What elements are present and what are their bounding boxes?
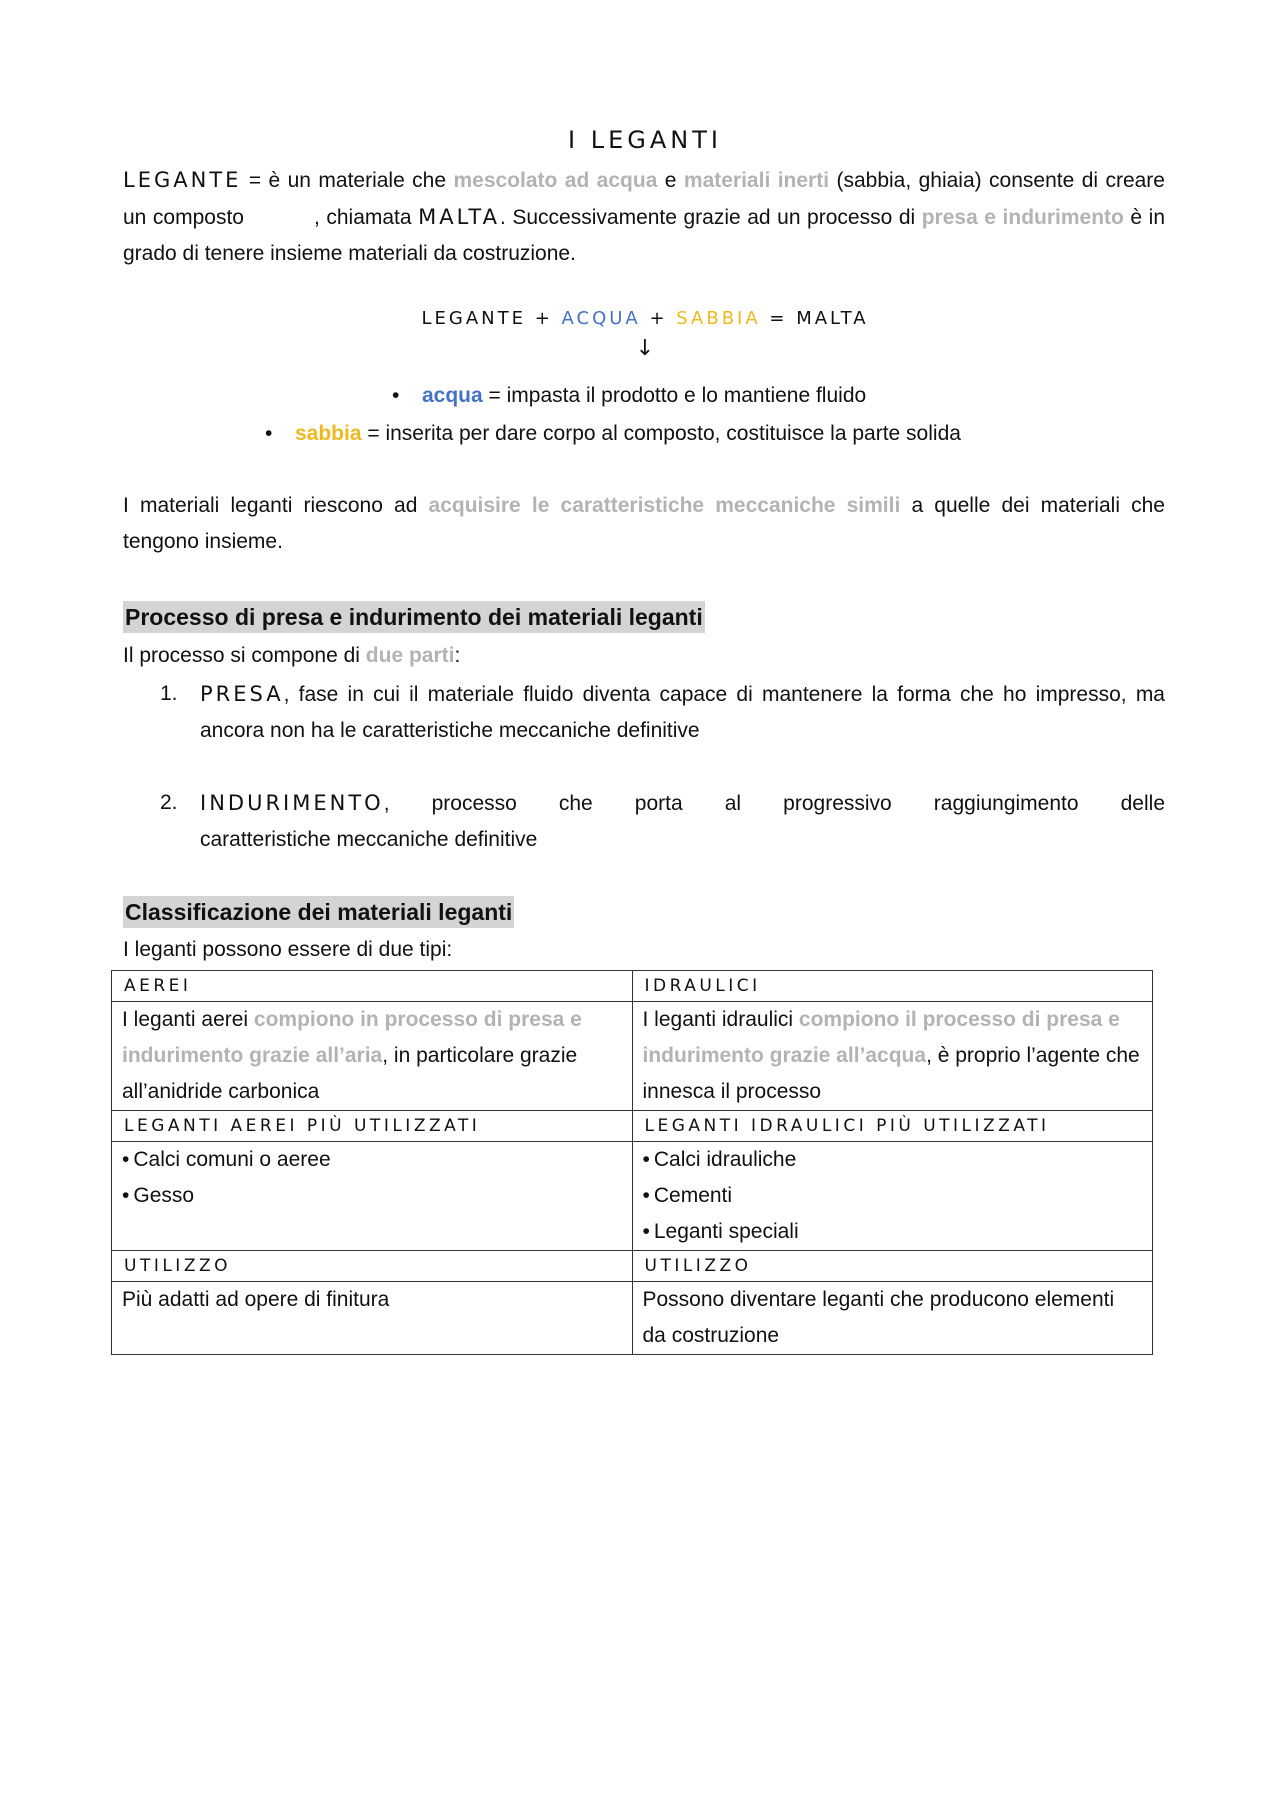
list-item: • Calci comuni o aeree (122, 1142, 622, 1178)
highlight-due-parti: due parti (365, 644, 455, 667)
highlight-inerti: materiali inerti (683, 169, 830, 192)
header-utilizzo-aerei: UTILIZZO (112, 1251, 633, 1282)
table-row (112, 1002, 1153, 1111)
list-item: • Calci idrauliche (643, 1142, 1143, 1178)
cell-desc-idraulici: I leganti idraulici compiono il processo di presa e indurimento grazie all’acqua, è proprio l’agente che innesca il processo (632, 1002, 1153, 1111)
section2-lead: I leganti possono essere di due tipi: (123, 938, 453, 961)
table-row (112, 971, 1153, 1002)
term-malta: MALTA (418, 205, 500, 229)
table-row (112, 1142, 1153, 1251)
classification-table (111, 970, 1153, 1355)
paragraph-caratteristiche: I materiali leganti riescono ad acquisire le caratteristiche meccaniche simili a quelle dei materiali che tengono insieme. (123, 494, 1165, 553)
term-indurimento: INDURIMENTO (200, 791, 384, 815)
table-row (112, 1251, 1153, 1282)
term-presa: PRESA (200, 682, 284, 706)
formula-malta: MALTA (796, 308, 869, 329)
cell-desc-aerei: I leganti aerei compiono in processo di presa e indurimento grazie all’aria, in particolare grazie all’anidride carbonica (112, 1002, 633, 1111)
list-item: • Gesso (122, 1178, 622, 1214)
bullet-sabbia: • sabbia = inserita per dare corpo al composto, costituisce la parte solida (265, 422, 961, 445)
arrow-down-icon: ↓ (635, 336, 655, 361)
bullet-acqua: • acqua = impasta il prodotto e lo mantiene fluido (392, 384, 867, 407)
header-aerei: AEREI (112, 971, 633, 1002)
page-title: I LEGANTI (568, 126, 722, 154)
cell-idraulici-list (632, 1142, 1153, 1251)
header-idraulici-utilizzati: LEGANTI IDRAULICI PIÙ UTILIZZATI (632, 1111, 1153, 1142)
cell-utilizzo-idraulici: Possono diventare leganti che producono elementi da costruzione (632, 1282, 1153, 1355)
term-legante: LEGANTE (123, 168, 242, 192)
header-aerei-utilizzati: LEGANTI AEREI PIÙ UTILIZZATI (112, 1111, 633, 1142)
list-item: • Leganti speciali (643, 1214, 1143, 1250)
header-idraulici: IDRAULICI (632, 971, 1153, 1002)
highlight-mescolato: mescolato ad acqua (453, 169, 658, 192)
highlight-presa: presa e indurimento (921, 206, 1124, 229)
formula-acqua: ACQUA (561, 308, 641, 329)
list-item: • Cementi (643, 1178, 1143, 1214)
formula: LEGANTE + ACQUA + SABBIA = MALTA (421, 308, 869, 329)
list-item-indurimento: 2. INDURIMENTO, processo che porta al progressivo raggiungimento delle caratteristiche meccaniche definitive (160, 791, 1165, 851)
section1-lead: Il processo si compone di due parti: (123, 644, 461, 667)
cell-aerei-list (112, 1142, 633, 1251)
intro-paragraph: LEGANTE = è un materiale che mescolato ad acqua e materiali inerti (sabbia, ghiaia) consente di creare un composto , chiamata MALTA. Successivamente grazie ad un processo di presa e indurimento è in grado di tenere insieme materiali da costruzione. (123, 168, 1166, 265)
header-utilizzo-idraulici: UTILIZZO (632, 1251, 1153, 1282)
section-heading-classificazione: Classificazione dei materiali leganti (123, 896, 514, 928)
section-heading-processo: Processo di presa e indurimento dei materiali leganti (123, 601, 705, 633)
cell-utilizzo-aerei: Più adatti ad opere di finitura (112, 1282, 633, 1355)
highlight-acquisire: acquisire le caratteristiche meccaniche simili (428, 494, 901, 517)
table-row (112, 1111, 1153, 1142)
list-item-presa: 1. PRESA, fase in cui il materiale fluido diventa capace di mantenere la forma che ho impresso, ma ancora non ha le caratteristiche meccaniche definitive (160, 682, 1165, 742)
table-row (112, 1282, 1153, 1355)
formula-legante: LEGANTE (421, 308, 526, 329)
formula-sabbia: SABBIA (676, 308, 761, 329)
